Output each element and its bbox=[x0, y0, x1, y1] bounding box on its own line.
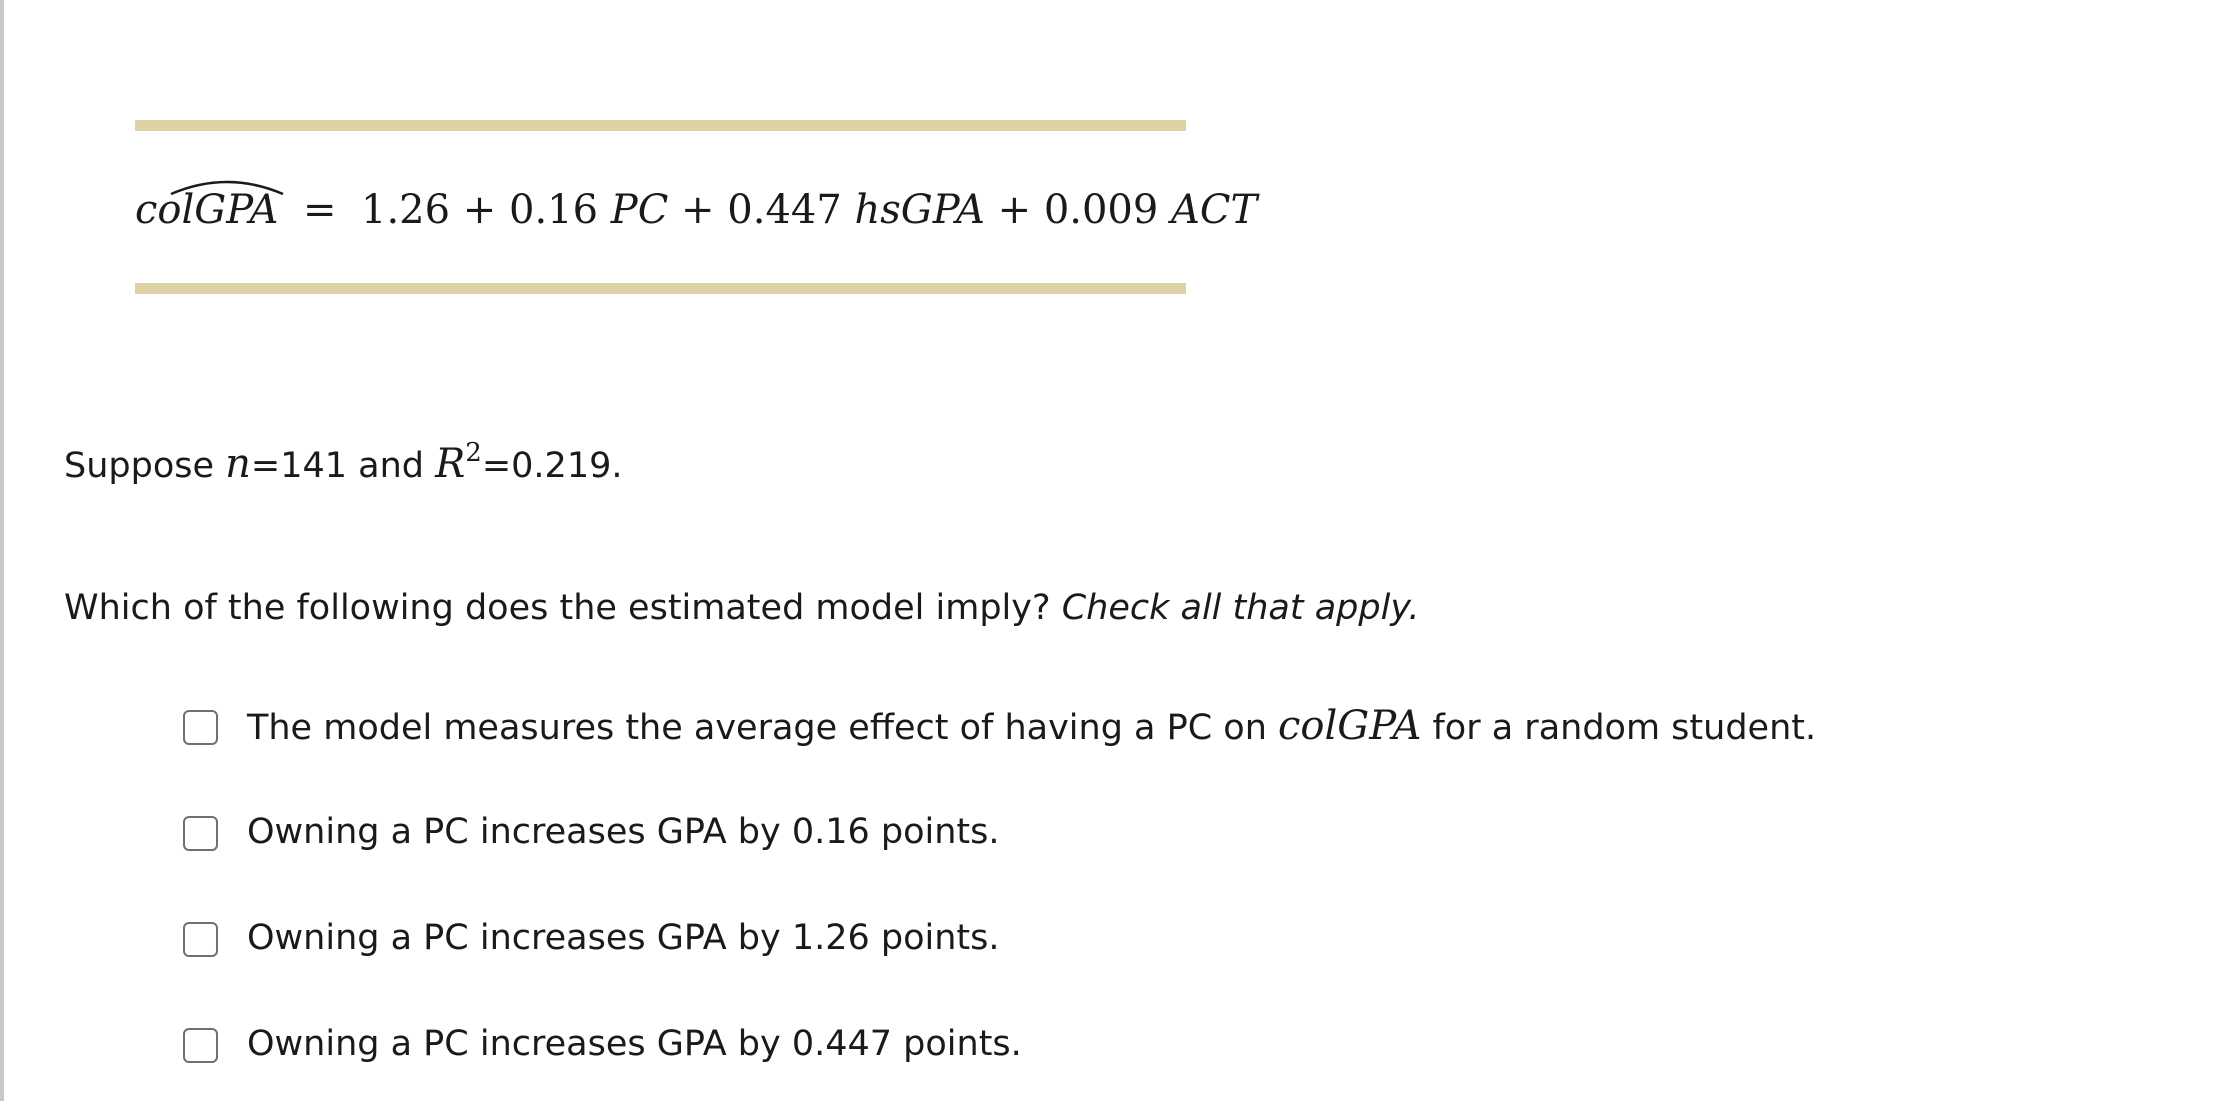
equation-term-var: ACT bbox=[1171, 187, 1258, 233]
option-math: colGPA bbox=[1278, 703, 1422, 749]
equation-rhs bbox=[361, 170, 1257, 250]
option-item[interactable] bbox=[183, 1026, 2083, 1076]
option-item[interactable] bbox=[183, 814, 2083, 864]
left-border bbox=[0, 0, 4, 1101]
option-item[interactable] bbox=[183, 920, 2083, 970]
sample-conjunction: and bbox=[347, 446, 436, 486]
n-value: =141 bbox=[250, 446, 348, 486]
option-checkbox[interactable] bbox=[183, 816, 218, 851]
question-instruction: Check all that apply. bbox=[1061, 588, 1420, 628]
equation-top-rule bbox=[135, 120, 1186, 131]
option-text: Owning a PC increases GPA by 1.26 points. bbox=[247, 918, 1000, 958]
option-label[interactable] bbox=[247, 702, 1816, 752]
option-checkbox[interactable] bbox=[183, 1028, 218, 1063]
hat-accent-icon bbox=[169, 176, 285, 196]
equation-term-text: 1.26 + 0.16 bbox=[361, 187, 611, 233]
equation-lhs: colGPA bbox=[135, 187, 279, 233]
n-symbol: n bbox=[225, 441, 251, 487]
option-text-after: for a random student. bbox=[1421, 708, 1817, 748]
option-text: Owning a PC increases GPA by 0.16 points. bbox=[247, 812, 1000, 852]
option-label[interactable] bbox=[247, 1020, 1022, 1068]
equation-term-var: hsGPA bbox=[854, 187, 985, 233]
r-exponent: 2 bbox=[465, 438, 482, 468]
option-checkbox[interactable] bbox=[183, 710, 218, 745]
equation-term-text: + 0.009 bbox=[984, 187, 1172, 233]
regression-equation bbox=[135, 120, 1258, 295]
equation-row bbox=[135, 170, 1258, 250]
question-text: Which of the following does the estimated model imply? bbox=[64, 588, 1062, 628]
equation-bottom-rule bbox=[135, 283, 1186, 294]
option-label[interactable] bbox=[247, 914, 1000, 962]
equation-term-text: + 0.447 bbox=[668, 187, 855, 233]
option-text: The model measures the average effect of having a PC on bbox=[247, 708, 1278, 748]
option-item[interactable] bbox=[183, 703, 2083, 758]
r-value: =0.219. bbox=[481, 446, 623, 486]
option-text: Owning a PC increases GPA by 0.447 points. bbox=[247, 1024, 1022, 1064]
equation-term-var: PC bbox=[610, 187, 669, 233]
question-content bbox=[64, 0, 2164, 1101]
equation-equals: = bbox=[303, 187, 337, 233]
sample-prefix: Suppose bbox=[64, 446, 226, 486]
question-prompt bbox=[64, 584, 1419, 632]
option-label[interactable] bbox=[247, 808, 1000, 856]
option-checkbox[interactable] bbox=[183, 922, 218, 957]
sample-statement bbox=[64, 440, 622, 493]
r-symbol: R bbox=[435, 441, 466, 487]
